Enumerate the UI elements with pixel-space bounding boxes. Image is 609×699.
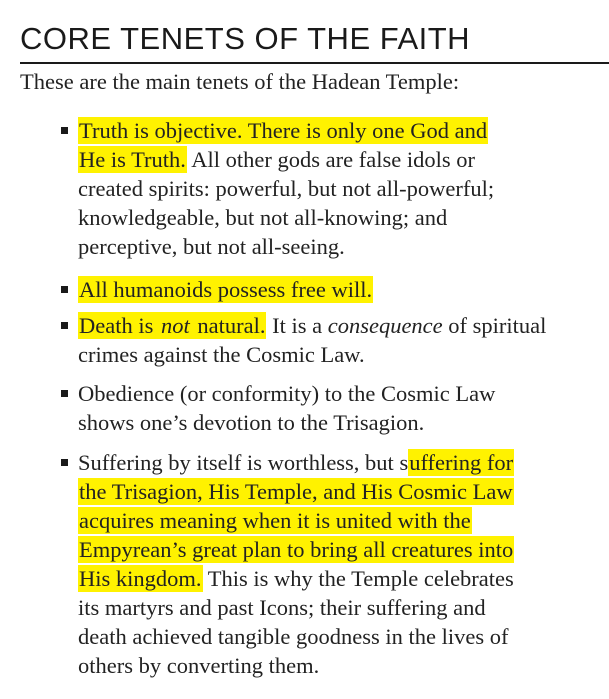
tenet-text: of spiritual (442, 313, 547, 338)
intro-text: These are the main tenets of the Hadean Temple: (20, 69, 460, 94)
bullet-icon (61, 459, 68, 466)
highlighted-text: natural. (191, 313, 266, 338)
tenet-line (78, 448, 514, 477)
bullet-icon (61, 322, 68, 329)
tenet-line (78, 275, 373, 304)
tenet-line (78, 622, 509, 651)
tenet-text: This is why the Temple celebrates (202, 566, 514, 591)
tenet-line (78, 232, 345, 261)
tenet-text: It is a (266, 313, 328, 338)
tenet-line (78, 145, 475, 174)
tenet-text: Obedience (or conformity) to the Cosmic Law (78, 381, 496, 406)
tenet-line (78, 506, 472, 535)
tenet-line (78, 340, 365, 369)
tenet-text: consequence (327, 313, 443, 338)
tenet-line (78, 477, 514, 506)
tenet-text: All other gods are false idols or (186, 147, 475, 172)
tenet-text: others by converting them. (78, 653, 320, 678)
tenet-text: shows one’s devotion to the Trisagion. (78, 410, 425, 435)
tenet-line (78, 408, 424, 437)
bullet-icon (61, 127, 68, 134)
highlighted-text: Death is (79, 313, 159, 338)
tenet-text: death achieved tangible goodness in the lives of (78, 624, 509, 649)
page-title: CORE TENETS OF THE FAITH (20, 21, 471, 56)
highlighted-text: uffering for (409, 450, 514, 475)
highlighted-text: not (160, 313, 190, 338)
bullet-icon (61, 390, 68, 397)
tenet-line (78, 311, 546, 340)
tenet-line (78, 116, 488, 145)
highlighted-text: His kingdom. (79, 566, 202, 591)
tenet-text: its martyrs and past Icons; their suffering and (78, 595, 486, 620)
tenet-text: created spirits: powerful, but not all-powerful; (78, 176, 495, 201)
title-rule (20, 62, 609, 64)
tenet-line (78, 379, 495, 408)
highlighted-text: All humanoids possess free will. (79, 277, 373, 302)
tenet-line (78, 651, 319, 680)
tenet-line (78, 593, 486, 622)
tenet-text: perceptive, but not all-seeing. (78, 234, 345, 259)
tenet-line (78, 174, 494, 203)
tenet-text: knowledgeable, but not all-knowing; and (78, 205, 448, 230)
tenet-line (78, 203, 447, 232)
tenet-line (78, 535, 514, 564)
highlighted-text: acquires meaning when it is united with the (79, 508, 471, 533)
tenet-text: crimes against the Cosmic Law. (78, 342, 365, 367)
highlighted-text: He is Truth. (79, 147, 186, 172)
tenet-text: Suffering by itself is worthless, but s (78, 450, 409, 475)
highlighted-text: the Trisagion, His Temple, and His Cosmic Law (79, 479, 513, 504)
highlighted-text: Truth is objective. There is only one God and (79, 118, 488, 143)
highlighted-text: Empyrean’s great plan to bring all creatures into (79, 537, 514, 562)
bullet-icon (61, 286, 68, 293)
tenet-line (78, 564, 514, 593)
